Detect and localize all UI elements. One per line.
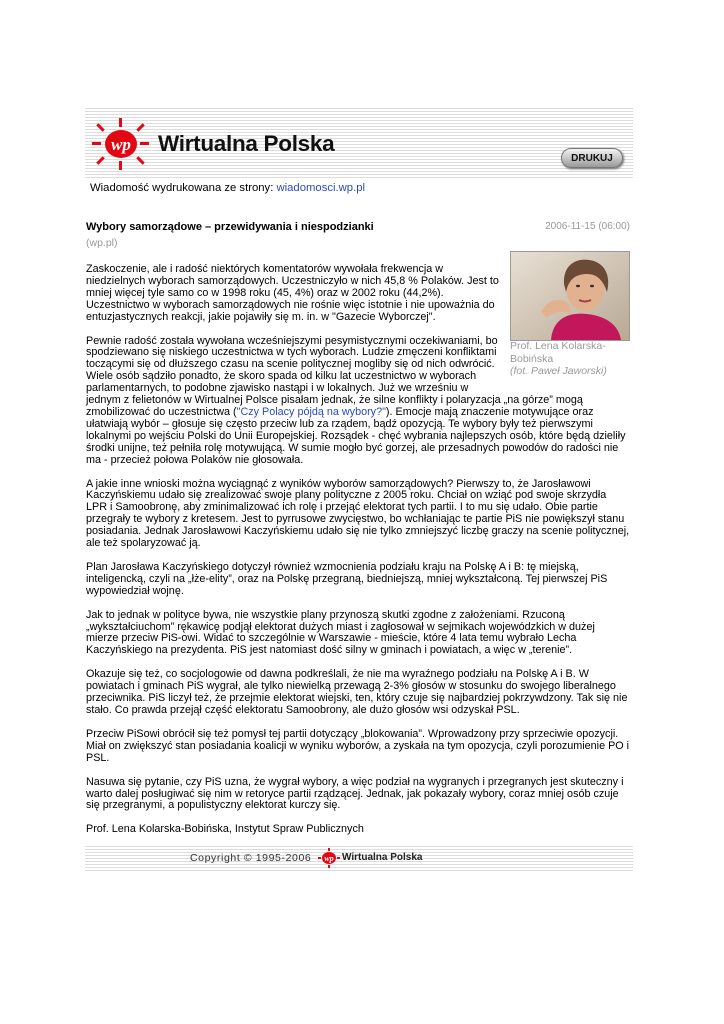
article-date: 2006-11-15 (06:00) [545, 221, 630, 232]
paragraph-2-part-b: ). Emocje mają znaczenie motywujące oraz ułatwiają wybór – głosuje się często przeciw lub za rządem, bądź opozycją. Te wybory były też pierwszymi lokalnymi po wejściu Polski do Unii Europejskiej. Rozsądek - chęć wybrania najlepszych osób, które będą dzieliły środki unijne, też pełniła rolę motywującą. W sumie mogło być gorzej, ale przesadnych powodów do radości nie ma - przecież połowa Polaków nie głosowała. [86, 405, 626, 466]
printed-from-label: Wiadomość wydrukowana ze strony: [90, 182, 277, 194]
paragraph-7: Przeciw PiSowi obrócił się też pomysł tej partii dotyczący „blokowania”. Wprowadzony przy sprzeciwie opozycji. Miał on zwiększyć stan posiadania koalicji w wyniku wyborów, a zyskała na tym opozycja, czyli porozumienie PO i PSL. [86, 727, 630, 764]
article-title: Wybory samorządowe – przewidywania i niespodzianki [86, 221, 374, 233]
paragraph-6: Okazuje się też, co socjologowie od dawna podkreślali, że nie ma wyraźnego podziału na Polskę A i B. W powiatach i gminach PiS wygrał, ale tylko niewielką przewagą 2-3% głosów w stosunku do swojego liberalnego przeciwnika. PiS liczył też, że przejmie elektorat wiejski, ten, który czuje się najbardziej pokrzywdzony. Tak się nie stało. Co prawda przejął część elektoratu Samoobrony, ale dużo głosów wsi odzyskał PSL. [86, 668, 628, 716]
paragraph-1: Zaskoczenie, ale i radość niektórych komentatorów wywołała frekwencja w niedzielnych wyborach samorządowych. Uczestniczyło w nich 45,8 % Polaków. Jest to mniej więcej tyle samo co w 1998 roku (45, 4%) oraz w 2002 roku (44,2%). Uczestnictwo w wyborach samorządowych nie rośnie więc istotnie i nie upoważnia do entuzjastycznych reakcji, jakie pojawiły się m. in. w "Gazecie Wyborczej". [86, 263, 499, 323]
footer-logo-text: Wirtualna Polska [342, 852, 423, 863]
related-article-link[interactable]: "Czy Polacy pójdą na wybory?" [236, 405, 386, 418]
source-site-link[interactable]: wiadomosci.wp.pl [276, 182, 366, 194]
printed-from-line [90, 182, 365, 194]
article-body [86, 264, 630, 848]
paragraph-2-part-a: Pewnie radość została wywołana wcześniejszymi pesymistycznymi oczekiwaniami, bo spodziewano się niskiego uczestnictwa w tych wyborach. Ludzie zmęczeni konfliktami toczącymi się od dłuższego czasu na scenie politycznej mogliby się od nich odwrócić. Wiele osób sądziło ponadto, że skoro spada od kilku lat uczestnictwo w wyborach parlamentarnych, to podobne zjawisko nastąpi i w lokalnych. Już we wrześniu w jednym z felietonów w Wirtualnej Polsce pisałam jednak, że silne konflikty i polaryzacja „na górze” mogą zmobilizować do uczestnictwa ( [86, 334, 583, 418]
article-source: (wp.pl) [86, 237, 118, 249]
paragraph-3: A jakie inne wnioski można wyciągnąć z wyników wyborów samorządowych? Pierwszy to, że Jarosławowi Kaczyńskiemu udało się zrealizować swoje plany polityczne z 2005 roku. Chciał on wziąć pod swoje skrzydła LPR i Samoobronę, aby zminimalizować ich rolę i przejąć elektorat tych partii. I to mu się udało. Obie partie przegrały te wybory z kretesem. Jest to pyrrusowe zwycięstwo, bo wchłaniając te partie PiS nie powiększył stanu posiadania. Jednak Jarosławowi Kaczyńskiemu udało się nie tylko zmniejszyć liczbę graczy na scenie politycznej, ale też spolaryzować ją. [86, 477, 630, 550]
copyright-text: Copyright © 1995-2006 [190, 852, 312, 864]
svg-text:wp: wp [111, 135, 131, 154]
print-button[interactable]: DRUKUJ [561, 148, 623, 168]
wp-mini-logo-icon [318, 848, 340, 868]
photo-caption-credit: (fot. Paweł Jaworski) [510, 365, 607, 377]
paragraph-5: Jak to jednak w polityce bywa, nie wszystkie plany przynoszą skutki zgodne z założeniami. Rzuconą „wykształciuchom” rękawicę podjął elektorat dużych miast i zagłosował w sejmikach wojewódzkich w dużej mierze przeciw PiS-owi. Widać to szczególnie w Warszawie - mieście, które 4 lata temu wybrało Lecha Kaczyńskiego na prezydenta. PiS jest natomiast dość silny w gminach i powiatach, a więc w „terenie”. [86, 608, 595, 657]
svg-text:wp: wp [324, 854, 334, 863]
photo-caption-name: Prof. Lena Kolarska-Bobińska [510, 340, 606, 365]
photo-float-spacer [504, 264, 630, 388]
article-author: Prof. Lena Kolarska-Bobińska, Instytut Spraw Publicznych [86, 823, 364, 836]
paragraph-8: Nasuwa się pytanie, czy PiS uzna, że wygrał wybory, a więc podział na wygranych i przegranych jest skuteczny i warto dalej posługiwać się nim w retoryce partii rządzącej. Jednak, jak pokazały wybory, coraz mniej osób czuje się przegranymi, a populistyczny elektorat kurczy się. [86, 775, 624, 812]
logo-text: Wirtualna Polska [158, 131, 335, 156]
paragraph-4: Plan Jarosława Kaczyńskiego dotyczył również wzmocnienia podziału kraju na Polskę A i B: tę miejską, inteligencką, czyli na „łże-elity”, oraz na Polskę przegraną, biedniejszą, mniej wykształconą. Tej pierwszej PiS wypowiedział wojnę. [86, 560, 608, 597]
